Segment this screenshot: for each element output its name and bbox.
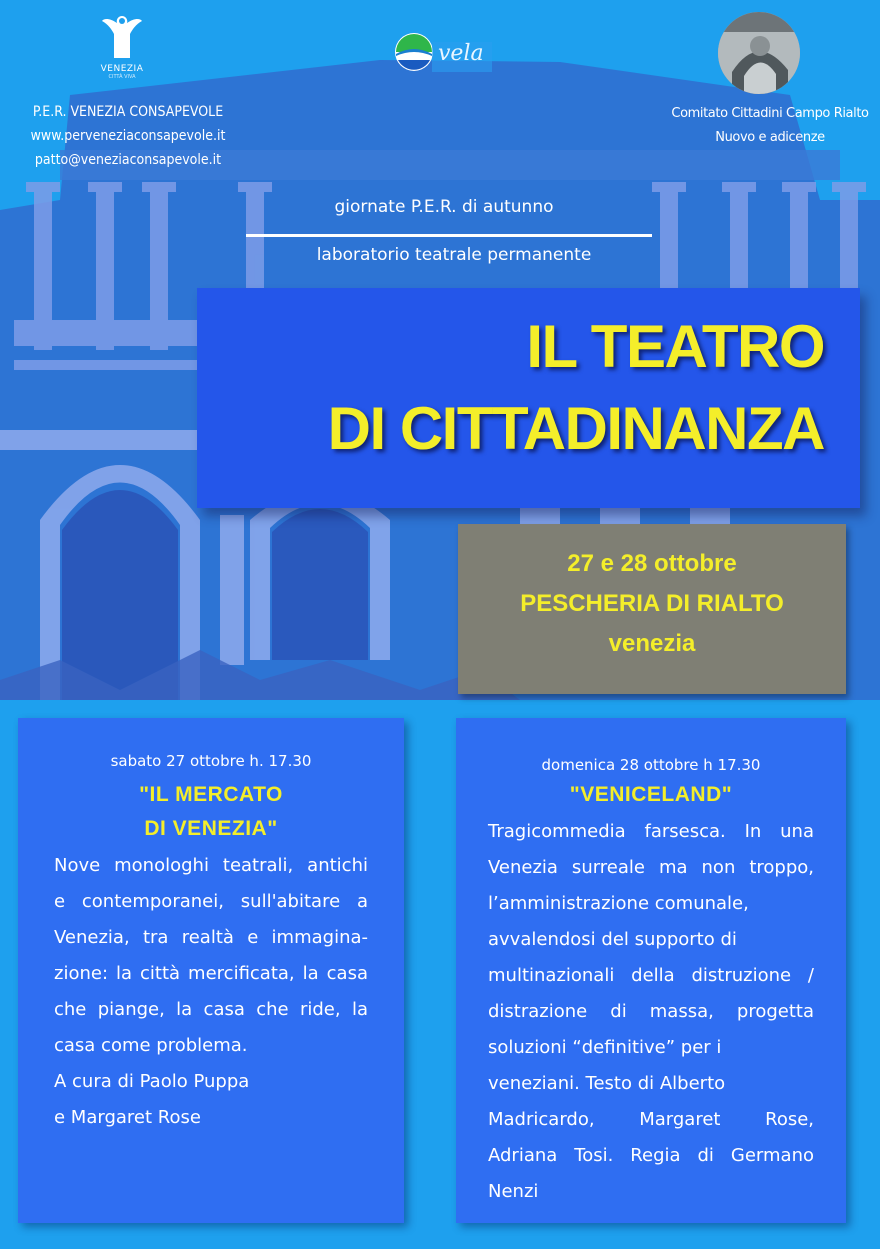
event-title-line2: DI CITTADINANZA — [327, 395, 824, 462]
event-city: venezia — [608, 630, 696, 657]
description-line: zione: la città mercificata, la casa — [54, 963, 368, 984]
description-line: Nenzi — [488, 1181, 539, 1202]
show-title — [456, 778, 846, 812]
description-line: Venezia surreale ma non troppo, — [488, 857, 814, 878]
show-description — [18, 848, 404, 1136]
description-line: Venezia, tra realtà e immagina- — [54, 927, 368, 948]
description-line: veneziani. Testo di Alberto — [488, 1073, 726, 1094]
description-line: casa come problema. — [54, 1035, 248, 1056]
description-line: che piange, la casa che ride, la — [54, 999, 368, 1020]
description-line: Madricardo, Margaret Rose, — [488, 1109, 814, 1130]
vela-logo-text: vela — [438, 41, 484, 66]
show-title-line1: "VENICELAND" — [569, 783, 733, 806]
show-card-sunday — [456, 718, 846, 1223]
vela-wave-logo-icon — [392, 12, 492, 76]
event-series: giornate P.E.R. di autunno — [334, 197, 554, 217]
description-line: l’amministrazione comunale, — [488, 893, 749, 914]
show-title-line2: DI VENEZIA" — [144, 817, 278, 840]
title-panel — [197, 288, 860, 508]
left-org-name: P.E.R. VENEZIA CONSAPEVOLE — [32, 104, 224, 120]
show-title-line1: "IL MERCATO — [139, 783, 283, 806]
venezia-logo — [92, 12, 152, 80]
description-line: Nove monologhi teatrali, antichi — [54, 855, 368, 876]
description-line: avvalendosi del supporto di — [488, 929, 737, 950]
event-dates: 27 e 28 ottobre — [567, 550, 737, 577]
rialto-photo — [718, 12, 800, 94]
show-time: domenica 28 ottobre h 17.30 — [541, 756, 761, 774]
right-org-subtitle: Nuovo e adicenze — [715, 130, 825, 145]
vela-logo — [392, 12, 492, 76]
right-org-name: Comitato Cittadini Campo Rialto — [671, 106, 869, 121]
venezia-logo-caption: VENEZIA — [100, 64, 144, 74]
description-line: multinazionali della distruzione / — [488, 965, 814, 986]
left-org-website-link[interactable]: www.perveneziaconsapevole.it — [30, 128, 226, 144]
left-organization — [18, 100, 238, 172]
right-organization — [660, 102, 880, 150]
event-program: laboratorio teatrale permanente — [316, 245, 592, 265]
show-title — [18, 778, 404, 846]
bridge-photo-icon — [718, 12, 800, 94]
show-time: sabato 27 ottobre h. 17.30 — [110, 752, 312, 770]
description-line: e Margaret Rose — [54, 1107, 201, 1128]
description-line: Adriana Tosi. Regia di Germano — [488, 1145, 814, 1166]
divider — [246, 234, 652, 237]
description-line: A cura di Paolo Puppa — [54, 1071, 250, 1092]
description-line: distrazione di massa, progetta — [488, 1001, 814, 1022]
event-venue: PESCHERIA DI RIALTO — [520, 590, 784, 617]
show-card-saturday — [18, 718, 404, 1223]
description-line: e contemporanei, sull'abitare a — [54, 891, 368, 912]
angel-emblem-icon — [100, 12, 144, 62]
description-line: Tragicommedia farsesca. In una — [488, 821, 814, 842]
left-org-email-link[interactable]: patto@veneziaconsapevole.it — [34, 152, 222, 168]
date-panel — [458, 524, 846, 694]
show-description — [456, 814, 846, 1210]
event-title-line1: IL TEATRO — [526, 313, 824, 380]
venezia-logo-subcaption: CITTÀ VIVA — [108, 74, 136, 80]
description-line: soluzioni “definitive” per i — [488, 1037, 722, 1058]
